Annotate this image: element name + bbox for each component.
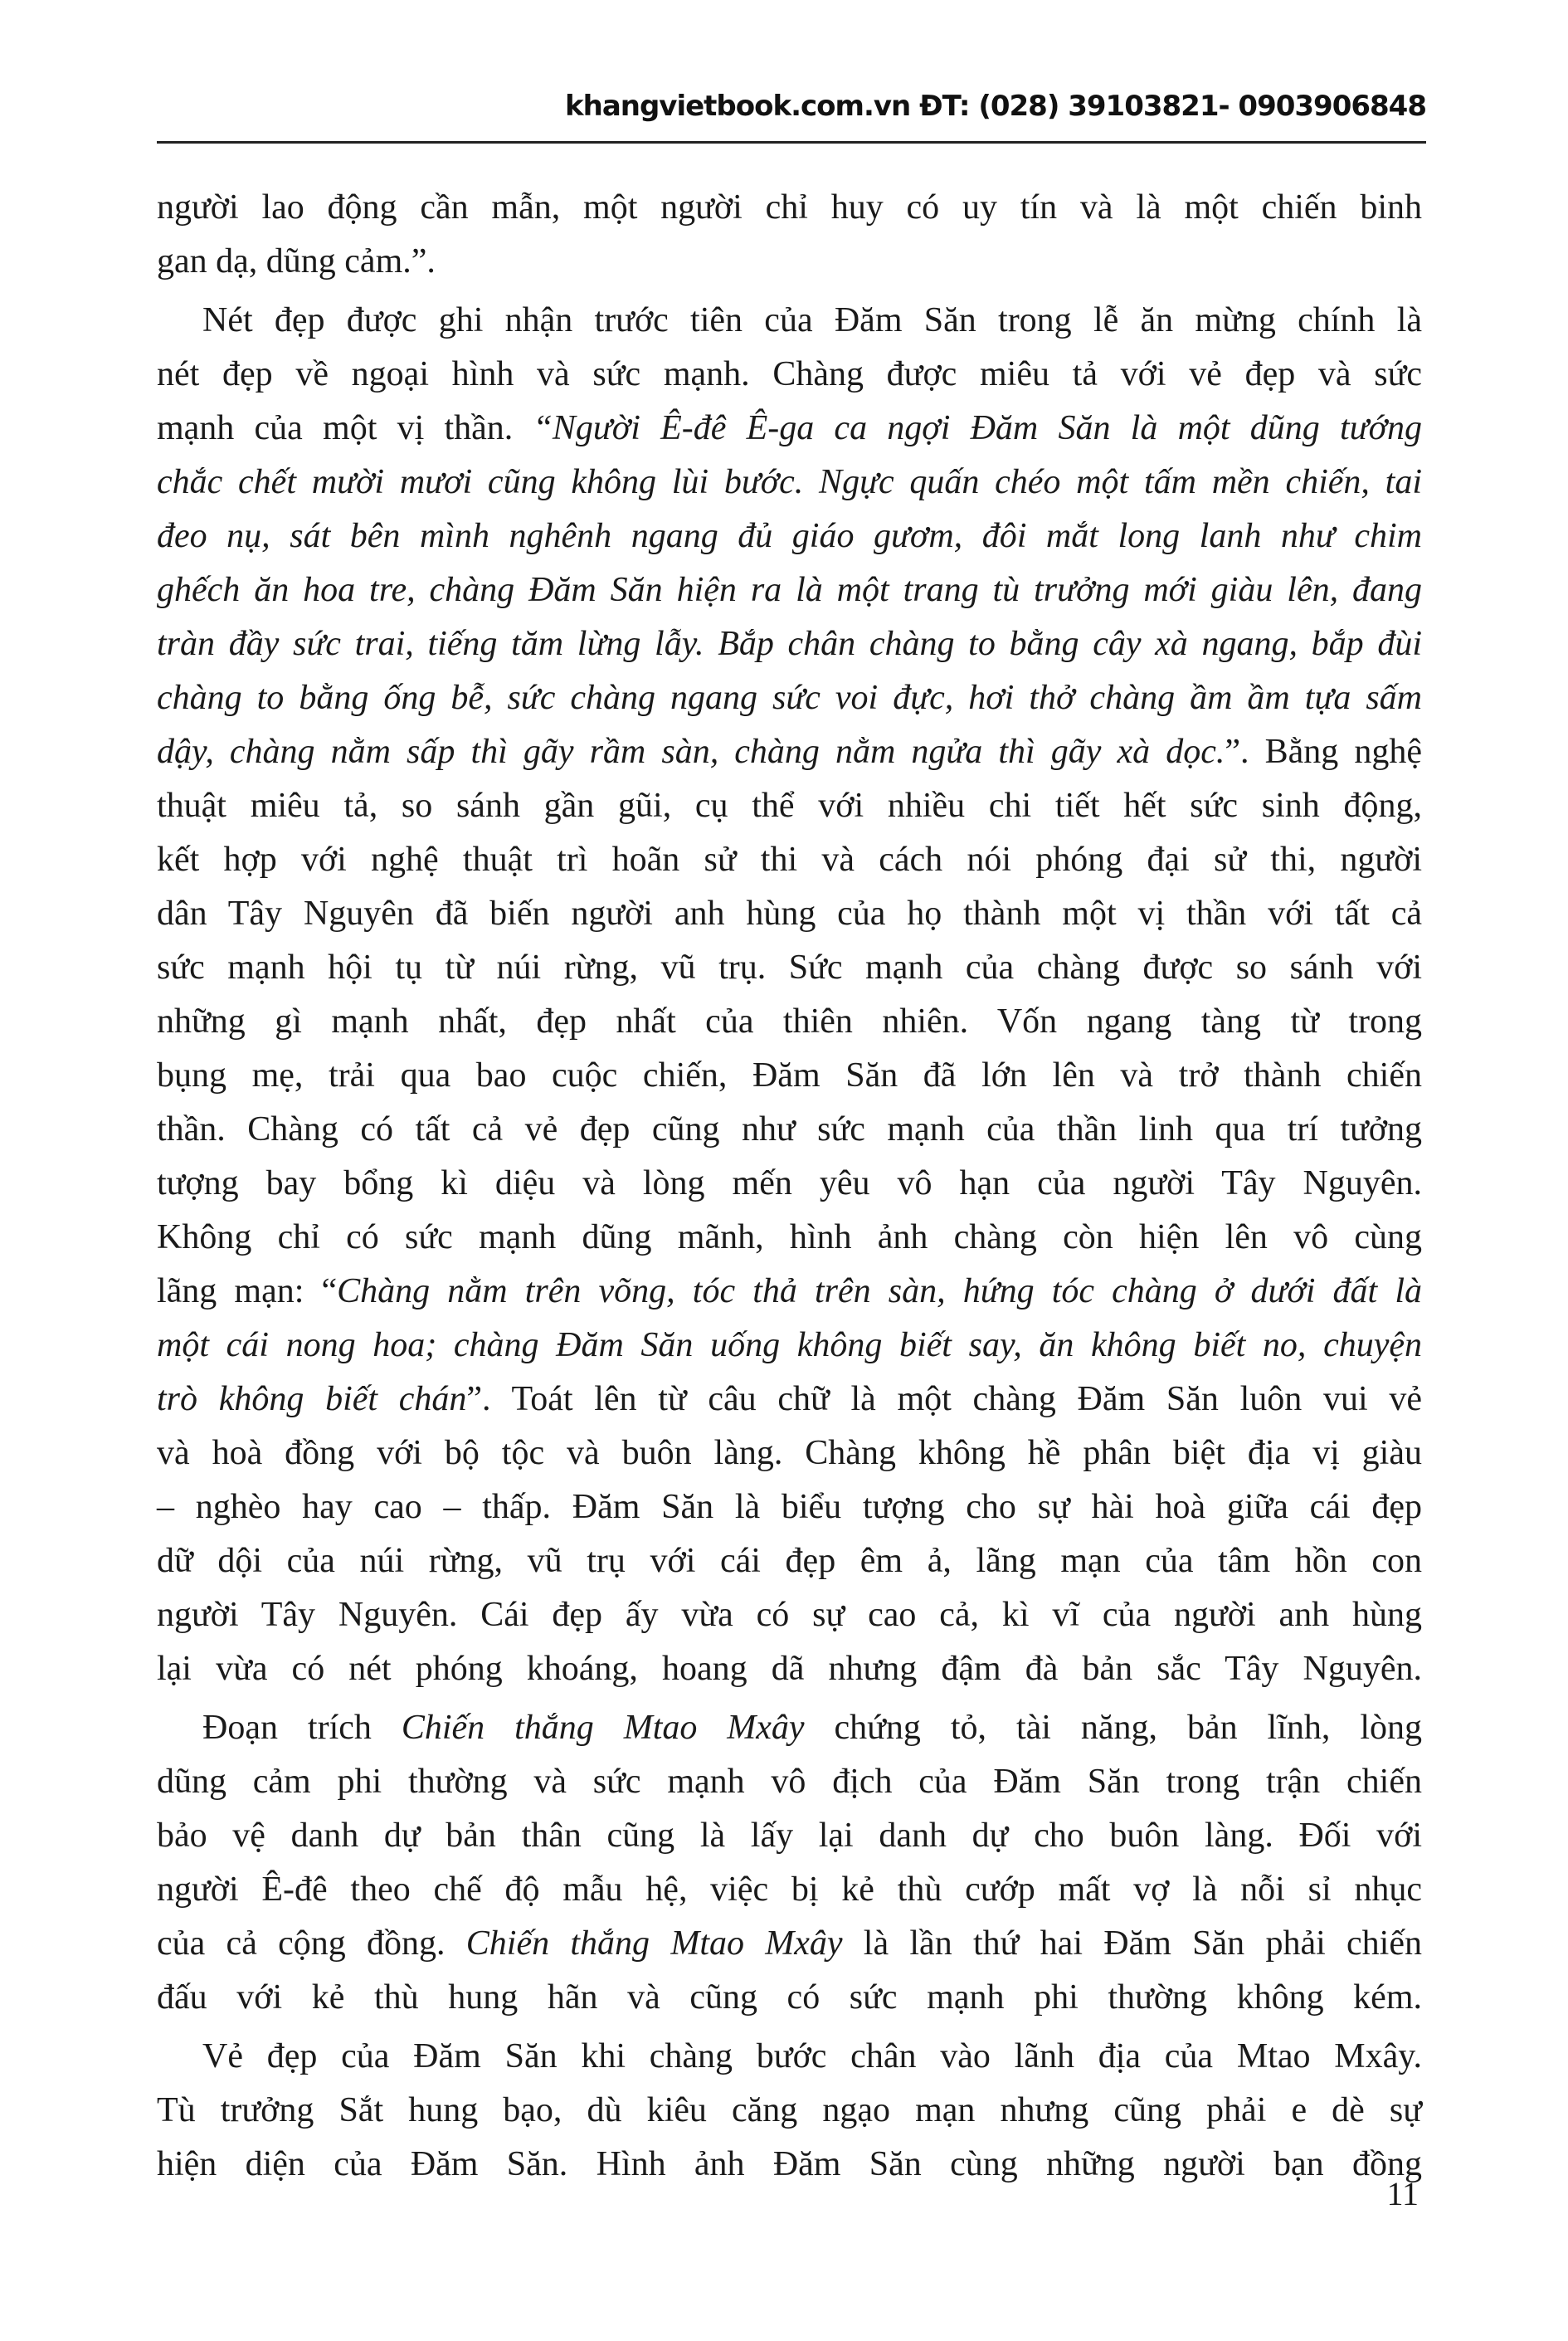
text-line	[157, 995, 1422, 1049]
text-segment: mạnh của một vị thần.	[157, 409, 533, 447]
text-segment: bảo vệ danh dự bản thân cũng là lấy lại danh dự cho buôn làng. Đối với	[157, 1817, 1422, 1855]
text-segment: tượng bay bổng kì diệu và lòng mến yêu vô hạn của người Tây Nguyên.	[157, 1164, 1422, 1202]
italic-quote-segment: dậy, chàng nằm sấp thì gãy rầm sàn, chàng nằm ngửa thì gãy xà dọc.	[157, 733, 1225, 771]
italic-quote-segment: Chiến thắng Mtao Mxây	[401, 1709, 805, 1747]
paragraph	[157, 1701, 1422, 2025]
italic-quote-segment: chàng to bằng ống bễ, sức chàng ngang sức voi đực, hơi thở chàng ầm ầm tựa sấm	[157, 679, 1422, 717]
text-segment: người Tây Nguyên. Cái đẹp ấy vừa có sự cao cả, kì vĩ của người anh hùng	[157, 1596, 1422, 1634]
body-text	[157, 181, 1422, 2192]
text-segment: hiện diện của Đăm Săn. Hình ảnh Đăm Săn cùng những người bạn đồng	[157, 2145, 1422, 2183]
text-segment: Tù trưởng Sắt hung bạo, dù kiêu căng ngạo mạn nhưng cũng phải e dè sự	[157, 2091, 1422, 2129]
page-header: khangvietbook.com.vn ĐT: (028) 39103821- 0903906848	[565, 90, 1426, 123]
text-line	[157, 181, 1422, 235]
text-line	[157, 1917, 1422, 1971]
paragraph	[157, 2030, 1422, 2192]
italic-quote-segment: Chiến thắng Mtao Mxây	[465, 1924, 843, 1963]
text-line	[157, 833, 1422, 887]
text-line	[157, 348, 1422, 402]
text-line	[157, 1480, 1422, 1534]
paragraph	[157, 294, 1422, 1696]
text-segment: bụng mẹ, trải qua bao cuộc chiến, Đăm Săn đã lớn lên và trở thành chiến	[157, 1056, 1422, 1095]
text-segment: người Ê-đê theo chế độ mẫu hệ, việc bị kẻ thù cướp mất vợ là nỗi sỉ nhục	[157, 1870, 1422, 1909]
text-segment: dũng cảm phi thường và sức mạnh vô địch của Đăm Săn trong trận chiến	[157, 1763, 1422, 1801]
text-line	[157, 779, 1422, 833]
text-segment: dân Tây Nguyên đã biến người anh hùng của họ thành một vị thần với tất cả	[157, 895, 1422, 933]
text-line	[157, 1373, 1422, 1427]
text-segment: và hoà đồng với bộ tộc và buôn làng. Chàng không hề phân biệt địa vị giàu	[157, 1434, 1422, 1472]
text-line	[157, 1103, 1422, 1157]
text-line	[157, 402, 1422, 456]
text-segment: Vẻ đẹp của Đăm Săn khi chàng bước chân vào lãnh địa của Mtao Mxây.	[202, 2037, 1422, 2075]
text-line	[157, 887, 1422, 941]
italic-quote-segment: đeo nụ, sát bên mình nghênh ngang đủ giáo gươm, đôi mắt long lanh như chim	[157, 517, 1422, 555]
italic-quote-segment: trò không biết chán	[157, 1380, 467, 1418]
text-segment: – nghèo hay cao – thấp. Đăm Săn là biểu tượng cho sự hài hoà giữa cái đẹp	[157, 1488, 1422, 1526]
text-segment: kết hợp với nghệ thuật trì hoãn sử thi và cách nói phóng đại sử thi, người	[157, 841, 1422, 879]
text-segment: của cả cộng đồng.	[157, 1924, 466, 1963]
text-segment: thần. Chàng có tất cả vẻ đẹp cũng như sức mạnh của thần linh qua trí tưởng	[157, 1110, 1422, 1149]
text-segment: những gì mạnh nhất, đẹp nhất của thiên nhiên. Vốn ngang tàng từ trong	[157, 1002, 1422, 1041]
text-segment: sức mạnh hội tụ từ núi rừng, vũ trụ. Sức mạnh của chàng được so sánh với	[157, 949, 1422, 987]
text-line	[157, 1049, 1422, 1103]
text-segment: Không chỉ có sức mạnh dũng mãnh, hình ảnh chàng còn hiện lên vô cùng	[157, 1218, 1422, 1256]
text-segment: chứng tỏ, tài năng, bản lĩnh, lòng	[804, 1709, 1423, 1747]
italic-quote-segment: Chàng nằm trên võng, tóc thả trên sàn, hứng tóc chàng ở dưới đất là	[337, 1272, 1422, 1310]
italic-quote-segment: ghếch ăn hoa tre, chàng Đăm Săn hiện ra là một trang tù trưởng mới giàu lên, đang	[157, 571, 1422, 609]
text-segment: thuật miêu tả, so sánh gần gũi, cụ thể với nhiều chi tiết hết sức sinh động,	[157, 787, 1422, 825]
text-line	[157, 1642, 1422, 1696]
text-segment: là lần thứ hai Đăm Săn phải chiến	[842, 1924, 1422, 1963]
text-segment: nét đẹp về ngoại hình và sức mạnh. Chàng được miêu tả với vẻ đẹp và sức	[157, 355, 1422, 393]
italic-quote-segment: chắc chết mười mươi cũng không lùi bước. Ngực quấn chéo một tấm mền chiến, tai	[157, 463, 1422, 501]
text-segment: Nét đẹp được ghi nhận trước tiên của Đăm Săn trong lễ ăn mừng chính là	[202, 301, 1422, 339]
text-line	[157, 725, 1422, 779]
text-segment: đấu với kẻ thù hung hãn và cũng có sức mạnh phi thường không kém.	[157, 1978, 1422, 2017]
text-segment: gan dạ, dũng cảm.”.	[157, 242, 436, 280]
text-line	[157, 1755, 1422, 1809]
text-line	[157, 510, 1422, 563]
text-line	[157, 1971, 1422, 2025]
italic-quote-segment: “Người Ê-đê Ê-ga ca ngợi Đăm Săn là một dũng tướng	[533, 409, 1422, 447]
text-line	[157, 1863, 1422, 1917]
text-line	[157, 563, 1422, 617]
text-segment: ”. Toát lên từ câu chữ là một chàng Đăm Săn luôn vui vẻ	[466, 1380, 1422, 1418]
text-line	[157, 1157, 1422, 1211]
text-segment: Đoạn trích	[202, 1709, 402, 1747]
text-segment: ”. Bằng nghệ	[1225, 733, 1422, 771]
text-line	[157, 235, 1422, 289]
text-line	[157, 1319, 1422, 1373]
text-line	[157, 941, 1422, 995]
header-divider	[157, 141, 1426, 144]
italic-quote-segment: một cái nong hoa; chàng Đăm Săn uống không biết say, ăn không biết no, chuyện	[157, 1326, 1422, 1364]
text-segment: người lao động cần mẫn, một người chỉ huy có uy tín và là một chiến binh	[157, 188, 1422, 227]
text-line	[157, 456, 1422, 510]
text-segment: lãng mạn: “	[157, 1272, 338, 1310]
text-line	[157, 1265, 1422, 1319]
page-number: 11	[1386, 2175, 1419, 2212]
text-line	[157, 671, 1422, 725]
paragraph	[157, 181, 1422, 289]
text-line	[157, 1427, 1422, 1480]
text-line	[157, 617, 1422, 671]
text-line	[157, 1588, 1422, 1642]
text-segment: lại vừa có nét phóng khoáng, hoang dã nhưng đậm đà bản sắc Tây Nguyên.	[157, 1650, 1422, 1688]
text-line	[157, 294, 1422, 348]
text-line	[157, 2138, 1422, 2192]
text-line	[157, 1534, 1422, 1588]
text-segment: dữ dội của núi rừng, vũ trụ với cái đẹp êm ả, lãng mạn của tâm hồn con	[157, 1542, 1422, 1580]
italic-quote-segment: tràn đầy sức trai, tiếng tăm lừng lẫy. Bắp chân chàng to bằng cây xà ngang, bắp đùi	[157, 625, 1422, 663]
text-line	[157, 2030, 1422, 2084]
text-line	[157, 1211, 1422, 1265]
text-line	[157, 1809, 1422, 1863]
text-line	[157, 2084, 1422, 2138]
text-line	[157, 1701, 1422, 1755]
